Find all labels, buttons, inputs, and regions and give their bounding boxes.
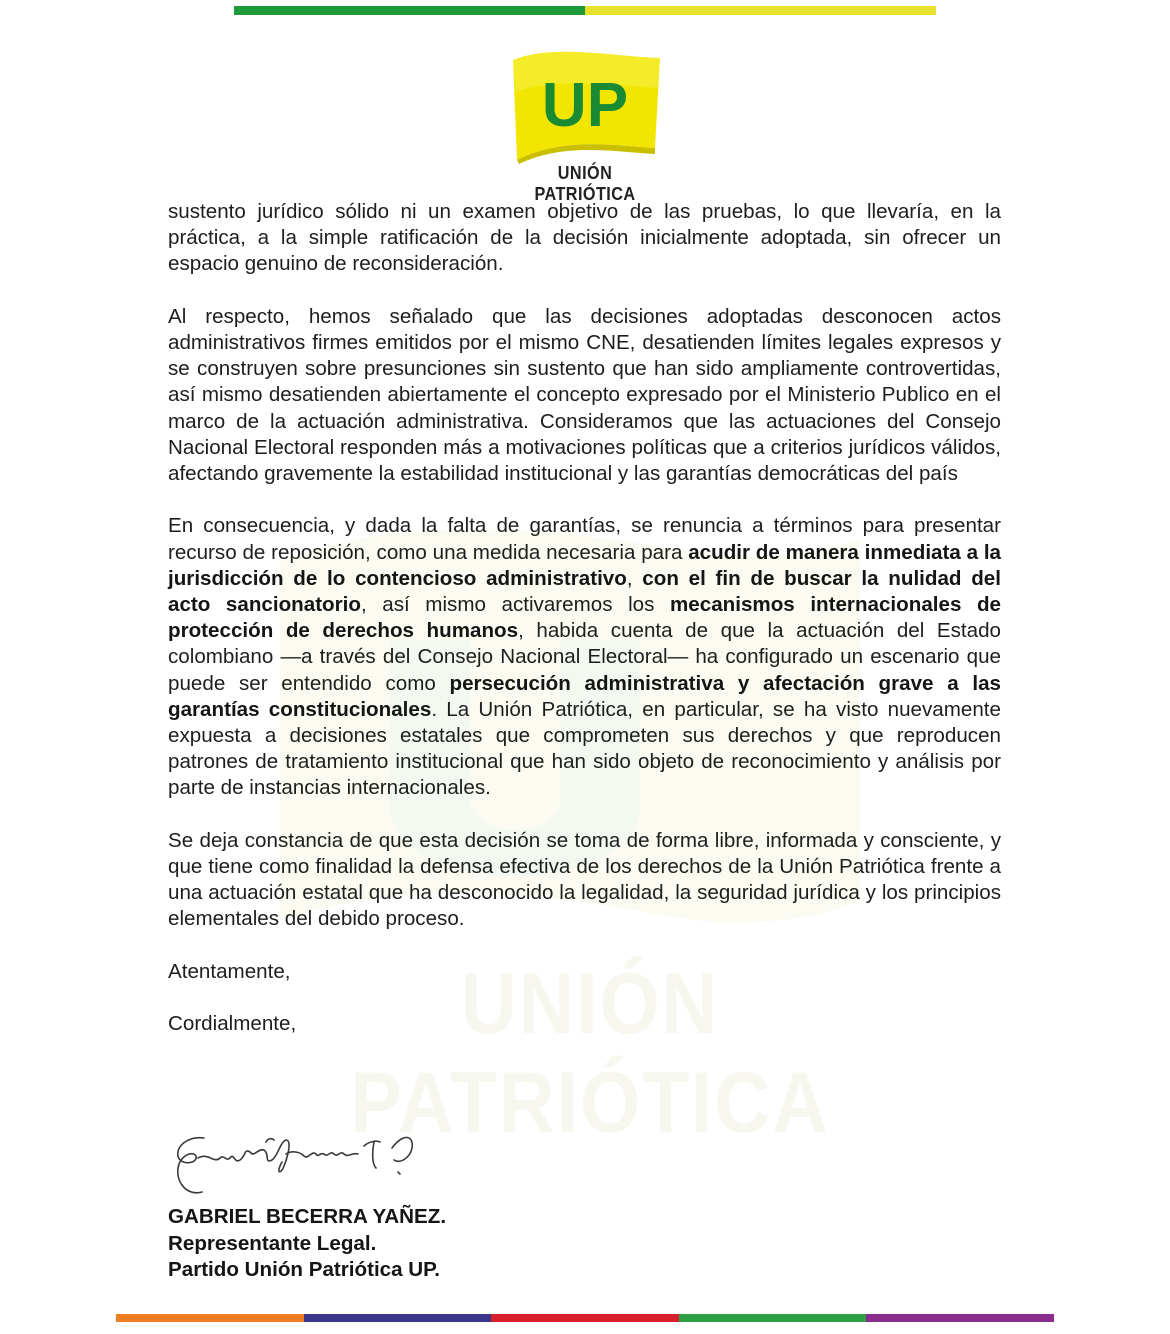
p3-text-2: , <box>626 566 643 590</box>
top-bar-green <box>234 6 585 15</box>
bottom-bar-red <box>491 1314 679 1322</box>
signatory-block <box>168 1204 446 1284</box>
bottom-bar-indigo <box>304 1314 492 1322</box>
p3-text-1: En consecuencia, y dada la falta de garantías, se renuncia a términos para presentar recurso de reposición, como una medida necesaria para <box>168 514 1001 564</box>
p3-bold-2: con el fin de buscar la nulidad del acto sancionatorio <box>168 566 1001 617</box>
bottom-bar-green <box>679 1314 867 1322</box>
closing-atentamente: Atentamente, <box>168 959 291 983</box>
signature-icon <box>168 1112 438 1204</box>
p3-text-5: . La Unión Patriótica, en particular, se ha visto nuevamente expuesta a decisiones estatales que comprometen sus derechos y que reproducen patrones de tratamiento institucional que han sido objeto de reconocimiento y análisis por parte de instancias internacionales. <box>168 697 1001 800</box>
p3-text-3: , así mismo activaremos los <box>360 593 670 617</box>
paragraph-1: sustento jurídico sólido ni un examen objetivo de las pruebas, lo que llevaría, en la práctica, a la simple ratificación de la decisión inicialmente adoptada, sin ofrecer un espacio genuino de reconsideración. <box>168 200 1001 276</box>
watermark-text: UNIÓN PATRIÓTICA <box>350 956 830 1151</box>
p3-text-4: , habida cuenta de que la actuación del Estado colombiano —a través del Consejo Nacional Electoral— ha configurado un escenario que puede ser entendido como <box>168 619 1002 695</box>
paragraph-2: Al respecto, hemos señalado que las decisiones adoptadas desconocen actos administrativos firmes emitidos por el mismo CNE, desatienden límites legales expresos y se construyen sobre presunciones sin sustento que han sido ampliamente controvertidas, así mismo desatienden abiertamente el concepto expresado por el Ministerio Publico en el marco de la actuación administrativa. Consideramos que las actuaciones del Consejo Nacional Electoral responden más a motivaciones políticas que a criterios jurídicos válidos, afectando gravemente la estabilidad institucional y las garantías democráticas del país <box>168 304 1001 486</box>
logo-up-text: UP <box>541 71 629 140</box>
top-color-bar <box>234 6 936 15</box>
paragraph-3 <box>168 513 1001 801</box>
p3-bold-1: acudir de manera inmediata a la jurisdicción de lo contencioso administrativo <box>168 540 1001 590</box>
letter-body <box>168 199 1001 1064</box>
signatory-party: Partido Unión Patriótica UP. <box>168 1258 440 1281</box>
closing-cordialmente: Cordialmente, <box>168 1012 297 1036</box>
top-bar-yellow <box>585 6 936 15</box>
p3-bold-4: persecución administrativa y afectación grave a las garantías constitucionales <box>168 671 1001 721</box>
signatory-name: GABRIEL BECERRA YAÑEZ. <box>168 1205 447 1228</box>
bottom-bar-purple <box>866 1314 1054 1322</box>
signatory-role: Representante Legal. <box>168 1231 377 1255</box>
p3-bold-3: mecanismos internacionales de protección de derechos humanos <box>168 593 1002 643</box>
paragraph-4: Se deja constancia de que esta decisión se toma de forma libre, informada y consciente, y que tiene como finalidad la defensa efectiva de los derechos de la Unión Patriótica frente a una actuación estatal que ha desconocido la legalidad, la seguridad jurídica y los principios elementales del debido proceso. <box>168 828 1001 931</box>
bottom-bar-orange <box>116 1314 304 1322</box>
logo-caption: UNIÓN PATRIÓTICA <box>534 163 636 204</box>
bottom-color-bar <box>116 1314 1054 1322</box>
flag-icon <box>505 48 665 166</box>
